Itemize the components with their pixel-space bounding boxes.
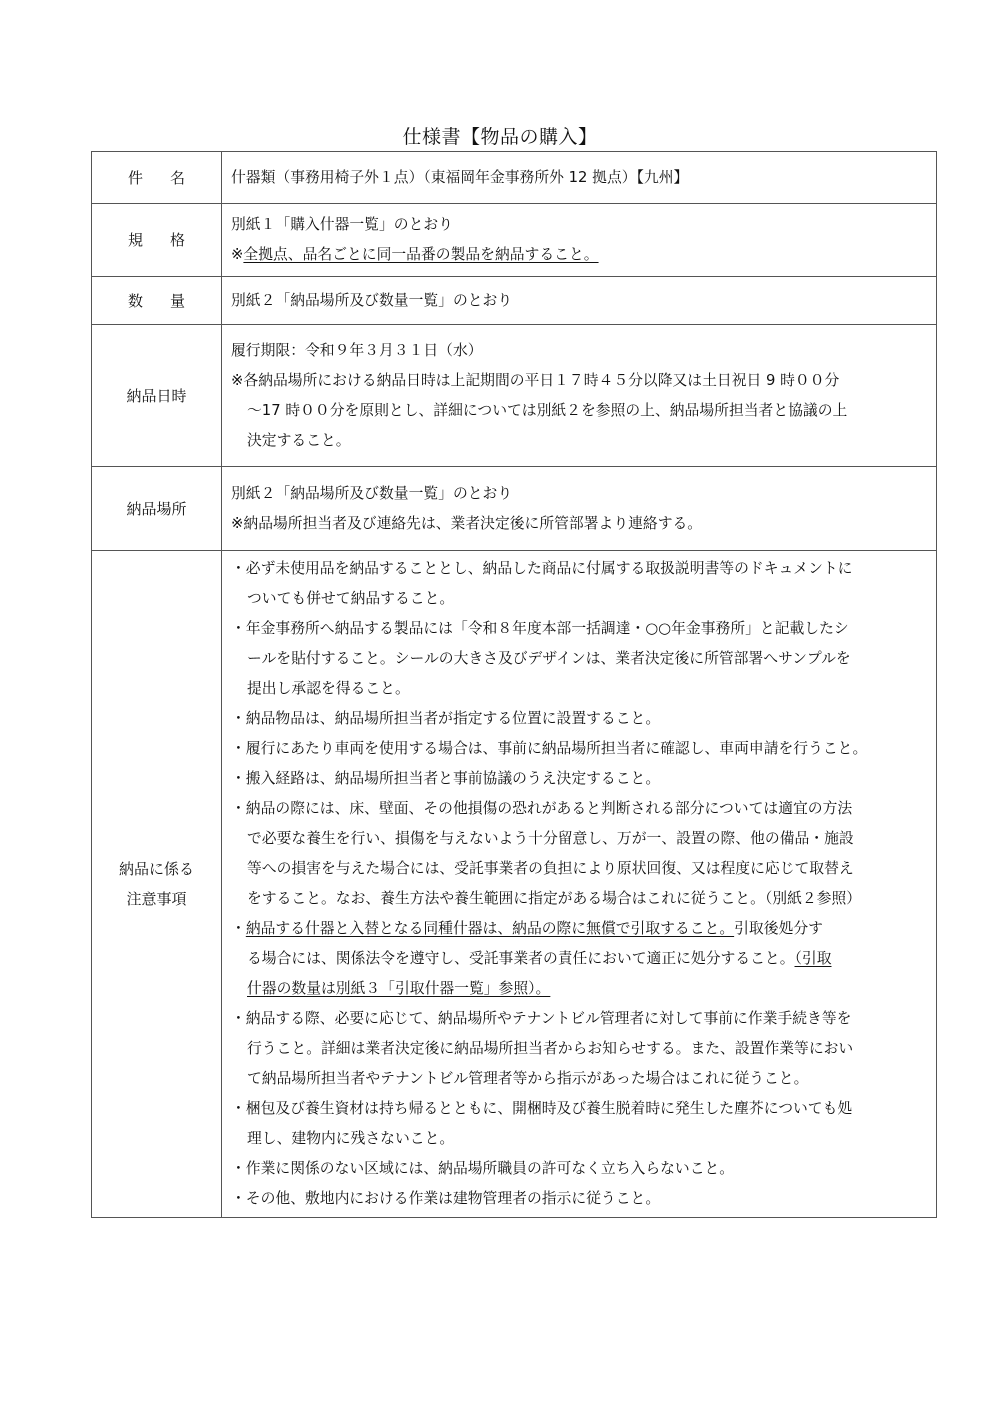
delivery-note-line-2: ～17 時００分を原則とし、詳細については別紙２を参照の上、納品場所担当者と協議の上 bbox=[247, 401, 848, 419]
note-item-8-line-2: 行うこと。詳細は業者決定後に納品場所担当者からお知らせする。また、設置作業等におい bbox=[247, 1040, 854, 1057]
note-item-5-line-1: ・搬入経路は、納品場所担当者と事前協議のうえ決定すること。 bbox=[231, 770, 661, 787]
note-item-10-line-1: ・作業に関係のない区域には、納品場所職員の許可なく立ち入らないこと。 bbox=[231, 1160, 735, 1177]
document-title: 仕様書【物品の購入】 bbox=[402, 126, 598, 148]
spec-underlined-note: 全拠点、品名ごとに同一品番の製品を納品すること。 bbox=[243, 246, 599, 263]
note-item-8-line-3: て納品場所担当者やテナントビル管理者等から指示があった場合はこれに従うこと。 bbox=[247, 1070, 809, 1087]
note-item-1-line-1: ・必ず未使用品を納品することとし、納品した商品に付属する取扱説明書等のドキュメントに bbox=[231, 560, 853, 577]
row-spec bbox=[92, 204, 937, 277]
row-delivery-place bbox=[92, 467, 937, 551]
row-notes bbox=[92, 551, 937, 1218]
note-item-11-line-1: ・その他、敷地内における作業は建物管理者の指示に従うこと。 bbox=[231, 1190, 661, 1207]
label-quantity: 数量 bbox=[92, 277, 222, 325]
label-notes-line-1: 納品に係る bbox=[118, 860, 194, 878]
notes-list bbox=[231, 554, 928, 1214]
row-delivery-date bbox=[92, 325, 937, 467]
label-delivery-place: 納品場所 bbox=[92, 467, 222, 551]
note-item-7-underlined-3: 什器の数量は別紙３「引取什器一覧」参照）。 bbox=[247, 980, 551, 997]
delivery-place-line-1: 別紙２「納品場所及び数量一覧」のとおり bbox=[231, 484, 513, 502]
delivery-note-line-1: ※各納品場所における納品日時は上記期間の平日１７時４５分以降又は土日祝日 9 時００分 bbox=[231, 371, 840, 389]
content-delivery-date bbox=[222, 325, 937, 467]
note-item-3-line-1: ・納品物品は、納品場所担当者が指定する位置に設置すること。 bbox=[231, 710, 661, 727]
row-quantity bbox=[92, 277, 937, 325]
content-spec bbox=[222, 204, 937, 277]
note-item-4-line-1: ・履行にあたり車両を使用する場合は、事前に納品場所担当者に確認し、車両申請を行うこと。 bbox=[231, 740, 868, 757]
note-item-6-line-2: で必要な養生を行い、損傷を与えないよう十分留意し、万が一、設置の際、他の備品・施設 bbox=[247, 830, 854, 847]
label-spec: 規格 bbox=[92, 204, 222, 277]
note-item-2-line-1: ・年金事務所へ納品する製品には「令和８年度本部一括調達・○○年金事務所」と記載したシ bbox=[231, 620, 849, 637]
label-notes-line-2: 注意事項 bbox=[126, 890, 187, 908]
note-item-7-underlined-2: （引取 bbox=[794, 950, 832, 967]
note-item-8-line-1: ・納品する際、必要に応じて、納品場所やテナントビル管理者に対して事前に作業手続き等を bbox=[231, 1010, 852, 1027]
note-item-9-line-1: ・梱包及び養生資材は持ち帰るとともに、開梱時及び養生脱着時に発生した塵芥についても処 bbox=[231, 1100, 853, 1117]
note-item-6-line-4: をすること。なお、養生方法や養生範囲に指定がある場合はこれに従うこと。（別紙２参照） bbox=[247, 890, 862, 907]
content-notes bbox=[222, 551, 937, 1218]
content-subject bbox=[222, 152, 937, 204]
spec-line-2: ※全拠点、品名ごとに同一品番の製品を納品すること。 bbox=[231, 246, 599, 263]
delivery-deadline: 履行期限：令和９年３月３１日（水） bbox=[231, 341, 483, 359]
content-delivery-place bbox=[222, 467, 937, 551]
spec-table bbox=[91, 151, 937, 1218]
delivery-place-line-2: ※納品場所担当者及び連絡先は、業者決定後に所管部署より連絡する。 bbox=[231, 514, 703, 532]
note-item-7-line-3 bbox=[231, 974, 928, 1004]
note-item-6-line-3: 等への損害を与えた場合には、受託事業者の負担により原状回復、又は程度に応じて取替え bbox=[247, 860, 854, 877]
note-item-6-line-1: ・納品の際には、床、壁面、その他損傷の恐れがあると判断される部分については適宜の方法 bbox=[231, 800, 853, 817]
note-item-9-line-2: 理し、建物内に残さないこと。 bbox=[247, 1130, 455, 1147]
spec-line-1: 別紙１「購入什器一覧」のとおり bbox=[231, 216, 453, 233]
subject-text: 什器類（事務用椅子外１点）（東福岡年金事務所外 12 拠点）【九州】 bbox=[231, 168, 689, 186]
note-item-7-line-2: る場合には、関係法令を遵守し、受託事業者の責任において適正に処分すること。（引取 bbox=[247, 950, 832, 967]
label-delivery-date: 納品日時 bbox=[92, 325, 222, 467]
content-quantity bbox=[222, 277, 937, 325]
note-item-7-line-1: ・納品する什器と入替となる同種什器は、納品の際に無償で引取すること。引取後処分す bbox=[231, 920, 823, 937]
label-subject: 件名 bbox=[92, 152, 222, 204]
delivery-note-line-3: 決定すること。 bbox=[247, 431, 351, 449]
quantity-text: 別紙２「納品場所及び数量一覧」のとおり bbox=[231, 291, 513, 309]
row-subject bbox=[92, 152, 937, 204]
note-item-7-underlined-1: 納品する什器と入替となる同種什器は、納品の際に無償で引取すること。 bbox=[245, 920, 735, 937]
note-item-1-line-2: ついても併せて納品すること。 bbox=[247, 590, 455, 607]
label-notes bbox=[92, 551, 222, 1218]
note-item-2-line-3: 提出し承認を得ること。 bbox=[247, 680, 410, 697]
note-item-2-line-2: ールを貼付すること。シールの大きさ及びデザインは、業者決定後に所管部署へサンプルを bbox=[247, 650, 851, 667]
